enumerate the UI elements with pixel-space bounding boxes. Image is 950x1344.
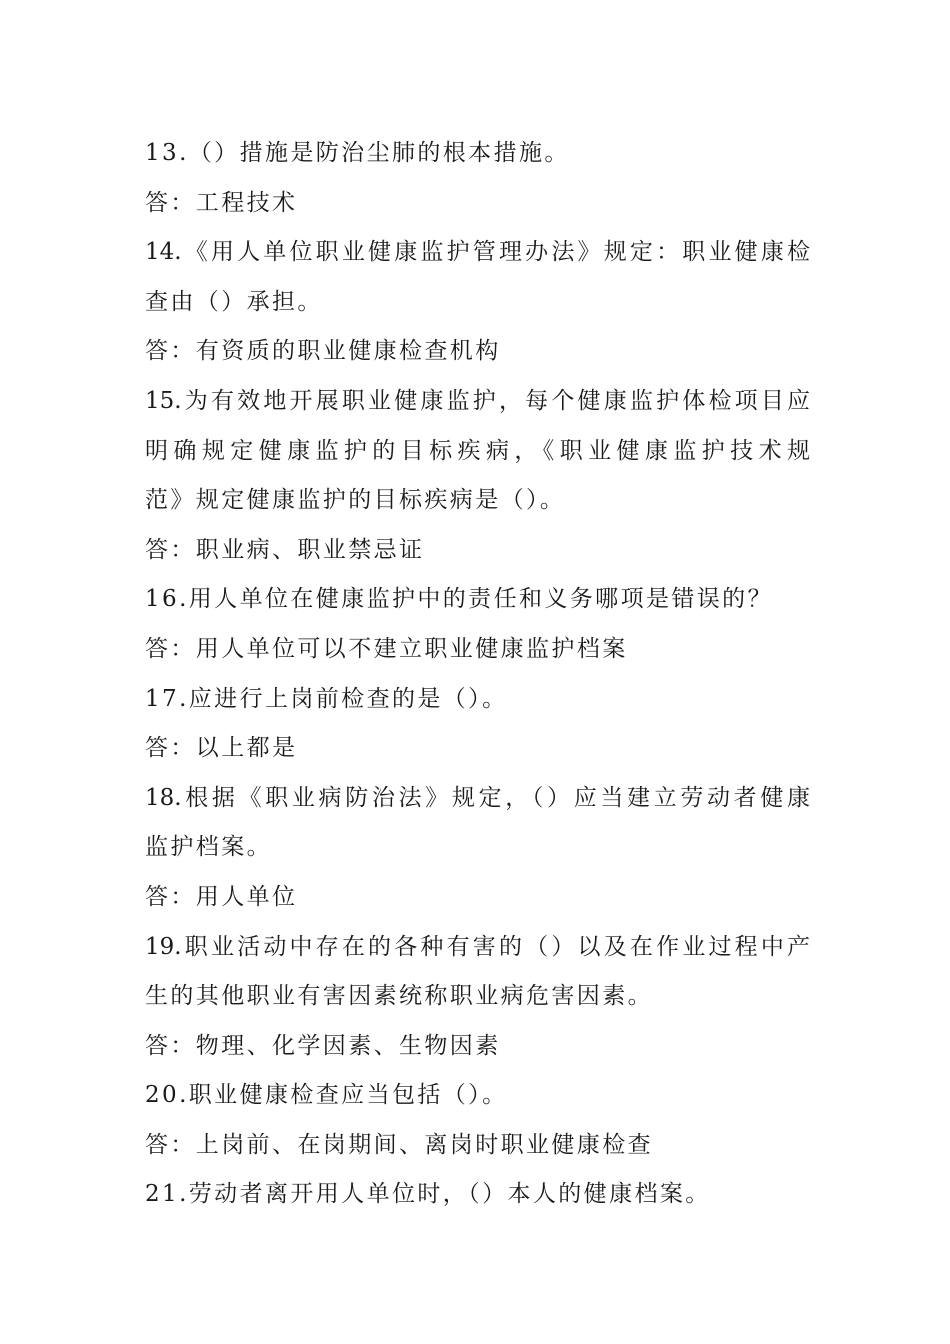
question-line: 21.劳动者离开用人单位时，（）本人的健康档案。 xyxy=(145,1181,711,1208)
question-line: 15.为有效地开展职业健康监护，每个健康监护体检项目应 xyxy=(145,387,810,414)
question-line: 14.《用人单位职业健康监护管理办法》规定：职业健康检 xyxy=(145,239,810,266)
answer-line: 答：工程技术 xyxy=(145,189,298,216)
question-line: 17.应进行上岗前检查的是（）。 xyxy=(145,685,508,712)
question-line: 18.根据《职业病防治法》规定，（）应当建立劳动者健康 xyxy=(145,784,810,811)
answer-line: 答：上岗前、在岗期间、离岗时职业健康检查 xyxy=(145,1131,653,1158)
question-line: 13.（）措施是防治尘肺的根本措施。 xyxy=(145,140,570,166)
question-line: 19.职业活动中存在的各种有害的（）以及在作业过程中产 xyxy=(145,933,810,960)
question-line: 16.用人单位在健康监护中的责任和义务哪项是错误的？ xyxy=(145,586,773,613)
question-line: 生的其他职业有害因素统称职业病危害因素。 xyxy=(145,983,653,1010)
question-line: 20.职业健康检查应当包括（）。 xyxy=(145,1082,508,1109)
question-line: 明确规定健康监护的目标疾病，《职业健康监护技术规 xyxy=(145,437,810,464)
answer-line: 答：物理、化学因素、生物因素 xyxy=(145,1032,501,1059)
answer-line: 答：有资质的职业健康检查机构 xyxy=(145,338,501,365)
answer-line: 答：用人单位 xyxy=(145,883,298,910)
question-line: 查由（）承担。 xyxy=(145,288,323,315)
answer-line: 答：职业病、职业禁忌证 xyxy=(145,536,425,563)
document-body xyxy=(145,129,810,1220)
answer-line: 答：用人单位可以不建立职业健康监护档案 xyxy=(145,635,628,662)
question-line: 监护档案。 xyxy=(145,834,272,861)
answer-line: 答：以上都是 xyxy=(145,735,298,762)
question-line: 范》规定健康监护的目标疾病是（）。 xyxy=(145,487,566,514)
